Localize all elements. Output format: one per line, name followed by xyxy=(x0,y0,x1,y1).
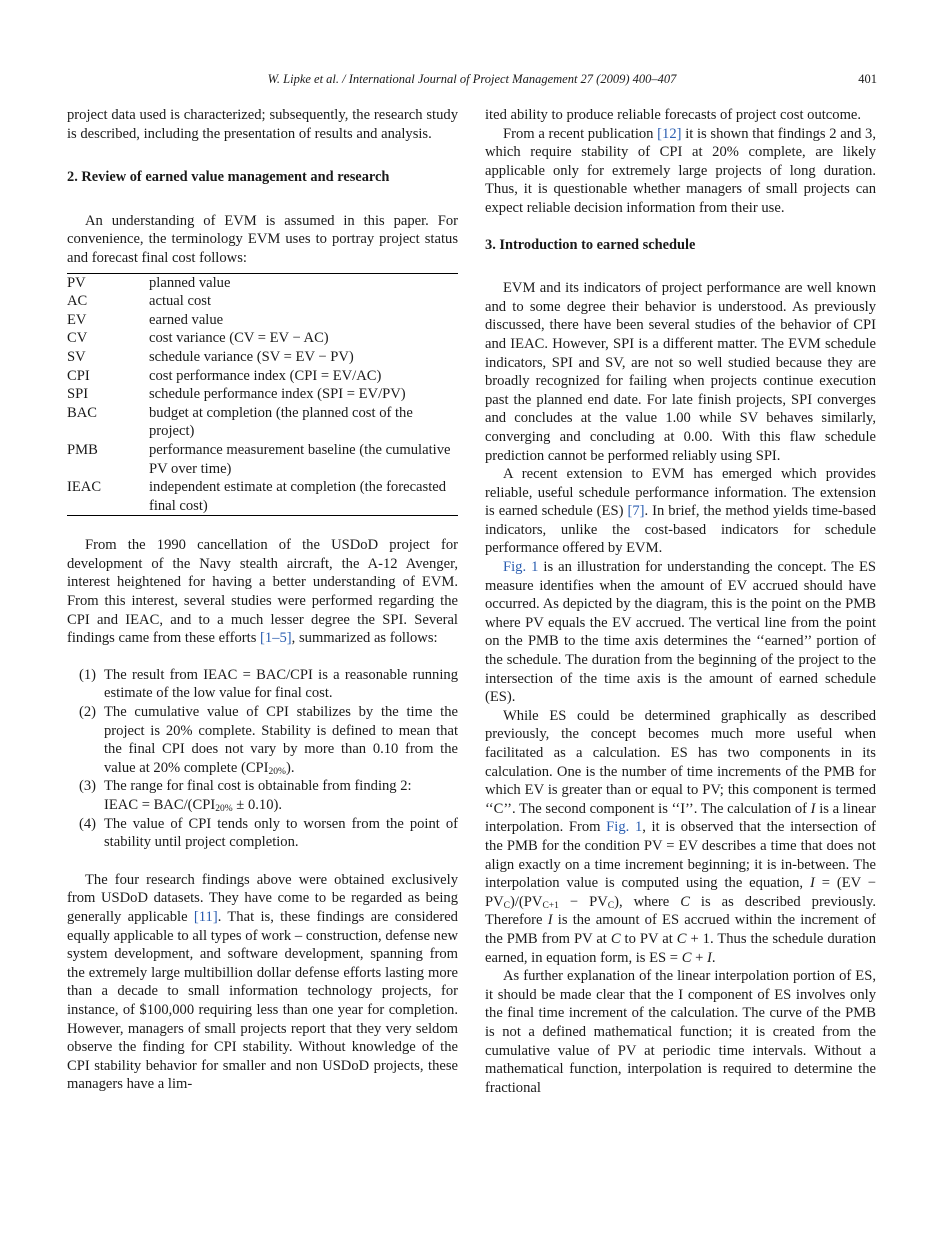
terminology-row xyxy=(67,348,458,367)
text: A recent extension to EVM has emerged which provides reliable, useful schedule performance information. The extension is earned schedule (ES) xyxy=(485,466,876,520)
terminology-row xyxy=(67,385,458,404)
list-item xyxy=(67,777,458,814)
term-abbreviation: SPI xyxy=(67,386,89,403)
paragraph xyxy=(485,125,876,218)
term-definition: budget at completion (the planned cost of the project) xyxy=(149,404,413,440)
term-abbreviation: SV xyxy=(67,348,86,365)
terminology-row xyxy=(67,329,458,348)
term-definition: schedule performance index (SPI = EV/PV) xyxy=(149,386,406,403)
text: )/(PV xyxy=(510,893,543,910)
page-number: 401 xyxy=(858,72,877,86)
citation-link[interactable]: [12] xyxy=(657,125,682,142)
text: to PV at xyxy=(620,930,677,947)
paragraph xyxy=(67,536,458,648)
list-number: (4) xyxy=(79,815,97,832)
text: The cumulative value of CPI stabilizes by the time the project is 20% complete. Stability is defined to mean that the final CPI does not vary by more than 0.10 from the value at 20% complete (CPI xyxy=(104,704,458,776)
term-abbreviation: CV xyxy=(67,330,88,347)
list-item xyxy=(67,666,458,703)
text: From a recent publication xyxy=(503,125,658,142)
text: ). xyxy=(285,759,295,776)
paragraph: project data used is characterized; subsequently, the research study is described, including the presentation of results and analysis. xyxy=(67,107,458,142)
paragraph: ited ability to produce reliable forecasts of project cost outcome. xyxy=(485,107,862,123)
variable: I xyxy=(810,800,816,817)
term-definition: cost variance (CV = EV − AC) xyxy=(149,330,329,347)
term-abbreviation: CPI xyxy=(67,367,90,384)
citation-link[interactable]: [1–5] xyxy=(260,630,292,647)
subscript: 20% xyxy=(268,766,286,777)
term-definition: actual cost xyxy=(149,293,211,310)
variable: C xyxy=(610,930,621,947)
term-definition: performance measurement baseline (the cumulative PV over time) xyxy=(149,441,451,477)
subscript: C+1 xyxy=(542,900,559,911)
text: , it is observed that the intersection of the PMB for the condition PV = EV describes a time that does not align exactly on a time increment beginning; it is in-between. The interpolation value is computed using the equation, xyxy=(485,819,876,892)
paragraph: An understanding of EVM is assumed in this paper. For convenience, the terminology EVM uses to portray project status and forecast final cost follows: xyxy=(67,212,458,266)
variable: I xyxy=(809,875,815,892)
variable: I xyxy=(547,912,553,929)
paragraph xyxy=(67,871,458,1094)
running-header xyxy=(67,72,877,90)
paragraph xyxy=(485,465,876,558)
term-definition: planned value xyxy=(149,274,231,291)
term-abbreviation: PV xyxy=(67,274,86,291)
running-title: W. Lipke et al. / International Journal of Project Management 27 (2009) 400–407 xyxy=(267,72,677,86)
terminology-row xyxy=(67,441,458,478)
text: . That is, these findings are considered equally applicable to all types of work – construction, defense new system development, and software development, spanning from the extremely large multibillion dollar defense efforts lasting more than a decade to small information technology projects, for instance, of $100,000 requiring less than one year for completion. However, managers of small projects report that they very seldom observe the finding for CPI stability. Without knowledge of the CPI stability behavior for smaller and non USDoD projects, these managers have a lim- xyxy=(67,908,458,1093)
term-definition: earned value xyxy=(149,311,224,328)
paragraph xyxy=(485,707,876,967)
terminology-row xyxy=(67,404,458,441)
variable: C xyxy=(681,949,692,966)
terminology-body xyxy=(67,273,458,516)
terminology-row xyxy=(67,367,458,386)
paragraph: As further explanation of the linear interpolation portion of ES, it should be made clear that the I component of ES involves only the final time increment of the calculation. The curve of the PMB is not a defined mathematical function; it is created from the cumulative value of PV at periodic time intervals. Without a mathematical function, interpolation is required to determine the fractional xyxy=(485,968,876,1096)
citation-link[interactable]: [11] xyxy=(193,908,218,925)
equation xyxy=(104,796,458,815)
text: it is shown that findings 2 and 3, which require stability of CPI at 20% complete, are likely applicable only for extremely large projects of long duration. Thus, it is questionable whether managers of small projects can expect reliable decision information from their use. xyxy=(485,125,876,216)
terminology-row xyxy=(67,292,458,311)
text: IEAC = BAC/(CPI xyxy=(104,797,216,813)
right-column xyxy=(485,106,876,1097)
text: While ES could be determined graphically as described previously, the concept becomes much more useful when facilitated as a calculation. ES has two components in its calculation. One is the number of time increments of the PMB for which EV is greater than or equal to PV; this component is termed ‘‘C’’. The second component is ‘‘I’’. The calculation of xyxy=(485,707,876,817)
list-number: (2) xyxy=(79,704,97,721)
text: The value of CPI tends only to worsen from the point of stability until project completion. xyxy=(104,815,458,851)
text: − PV xyxy=(558,893,608,910)
text: The four research findings above were obtained exclusively from USDoD datasets. They have come to be regarded as being generally applicable xyxy=(67,871,458,925)
figure-link[interactable]: Fig. 1 xyxy=(606,819,643,836)
text: . In brief, the method yields time-based indicators, unlike the cost-based indicators for schedule performance offered by EVM. xyxy=(485,503,876,557)
text: is as described previously. Therefore xyxy=(485,893,876,929)
subscript: C xyxy=(607,900,615,911)
term-abbreviation: AC xyxy=(67,293,88,310)
paragraph xyxy=(485,558,876,707)
text: The range for final cost is obtainable from finding 2: xyxy=(104,778,412,795)
term-definition: cost performance index (CPI = EV/AC) xyxy=(149,367,382,384)
terminology-table xyxy=(67,273,458,517)
subscript: 20% xyxy=(215,804,233,814)
term-abbreviation: PMB xyxy=(67,441,98,458)
text: ), where xyxy=(614,893,681,910)
text: ± 0.10). xyxy=(232,797,282,813)
list-number: (3) xyxy=(79,778,97,795)
variable: C xyxy=(680,893,690,910)
section-heading: 2. Review of earned value management and research xyxy=(67,169,390,186)
variable: C xyxy=(676,930,687,947)
section-heading: 3. Introduction to earned schedule xyxy=(485,236,696,253)
citation-link[interactable]: [7] xyxy=(627,503,645,520)
findings-list xyxy=(67,666,458,852)
list-number: (1) xyxy=(79,666,97,683)
terminology-row xyxy=(67,273,458,292)
text: is a linear interpolation. From xyxy=(485,800,876,836)
text: . xyxy=(711,949,716,966)
figure-link[interactable]: Fig. 1 xyxy=(503,559,539,576)
text: + 1. Thus the schedule duration earned, in equation form, is ES = xyxy=(485,930,876,966)
terminology-row xyxy=(67,478,458,516)
text: , summarized as follows: xyxy=(291,630,438,647)
term-definition: independent estimate at completion (the forecasted final cost) xyxy=(149,479,447,514)
paragraph: EVM and its indicators of project performance are well known and to some degree their behavior is understood. As previously discussed, there have been several studies of the behavior of CPI and IEAC. However, SPI is a different matter. The EVM schedule indicators, SPI and SV, are not so well studied because they are broadly recognized for failing when projects continue execution past the planned end date. For late finish projects, SPI converges and concludes at the value 1.00 while SV behaves similarly, converging and concluding at 0.00. With this flaw schedule prediction cannot be performed reliably using SPI. xyxy=(485,280,876,464)
list-item xyxy=(67,815,458,852)
term-abbreviation: IEAC xyxy=(67,479,102,496)
text: From the 1990 cancellation of the USDoD project for development of the Navy stealth aircraft, the A-12 Avenger, interest heightened for having a better understanding of EVM. From this interest, several studies were performed regarding the CPI and IEAC, and to a much lesser degree the SPI. Several findings came from these efforts xyxy=(67,537,458,647)
text: + xyxy=(691,949,707,966)
text: is an illustration for understanding the concept. The ES measure identifies when the amount of EV accrued should have occurred. As depicted by the diagram, this is the point on the PMB where PV equals the EV accrued. The vertical line from the point on the PMB to the time axis determines the ‘‘earned’’ portion of the schedule. The duration from the beginning of the project to the intersection of the time axis is the amount of earned schedule (ES). xyxy=(485,559,877,706)
text: is the amount of ES accrued within the increment of the PMB from PV at xyxy=(485,912,876,947)
term-definition: schedule variance (SV = EV − PV) xyxy=(149,348,354,365)
subscript: C xyxy=(503,900,510,911)
term-abbreviation: BAC xyxy=(67,404,98,421)
variable: I xyxy=(706,949,712,966)
text: The result from IEAC = BAC/CPI is a reasonable running estimate of the low value for final cost. xyxy=(104,666,458,702)
left-column xyxy=(67,106,458,1094)
list-item xyxy=(67,703,458,777)
term-abbreviation: EV xyxy=(67,311,87,328)
terminology-row xyxy=(67,311,458,330)
text: = (EV − PV xyxy=(485,875,876,910)
